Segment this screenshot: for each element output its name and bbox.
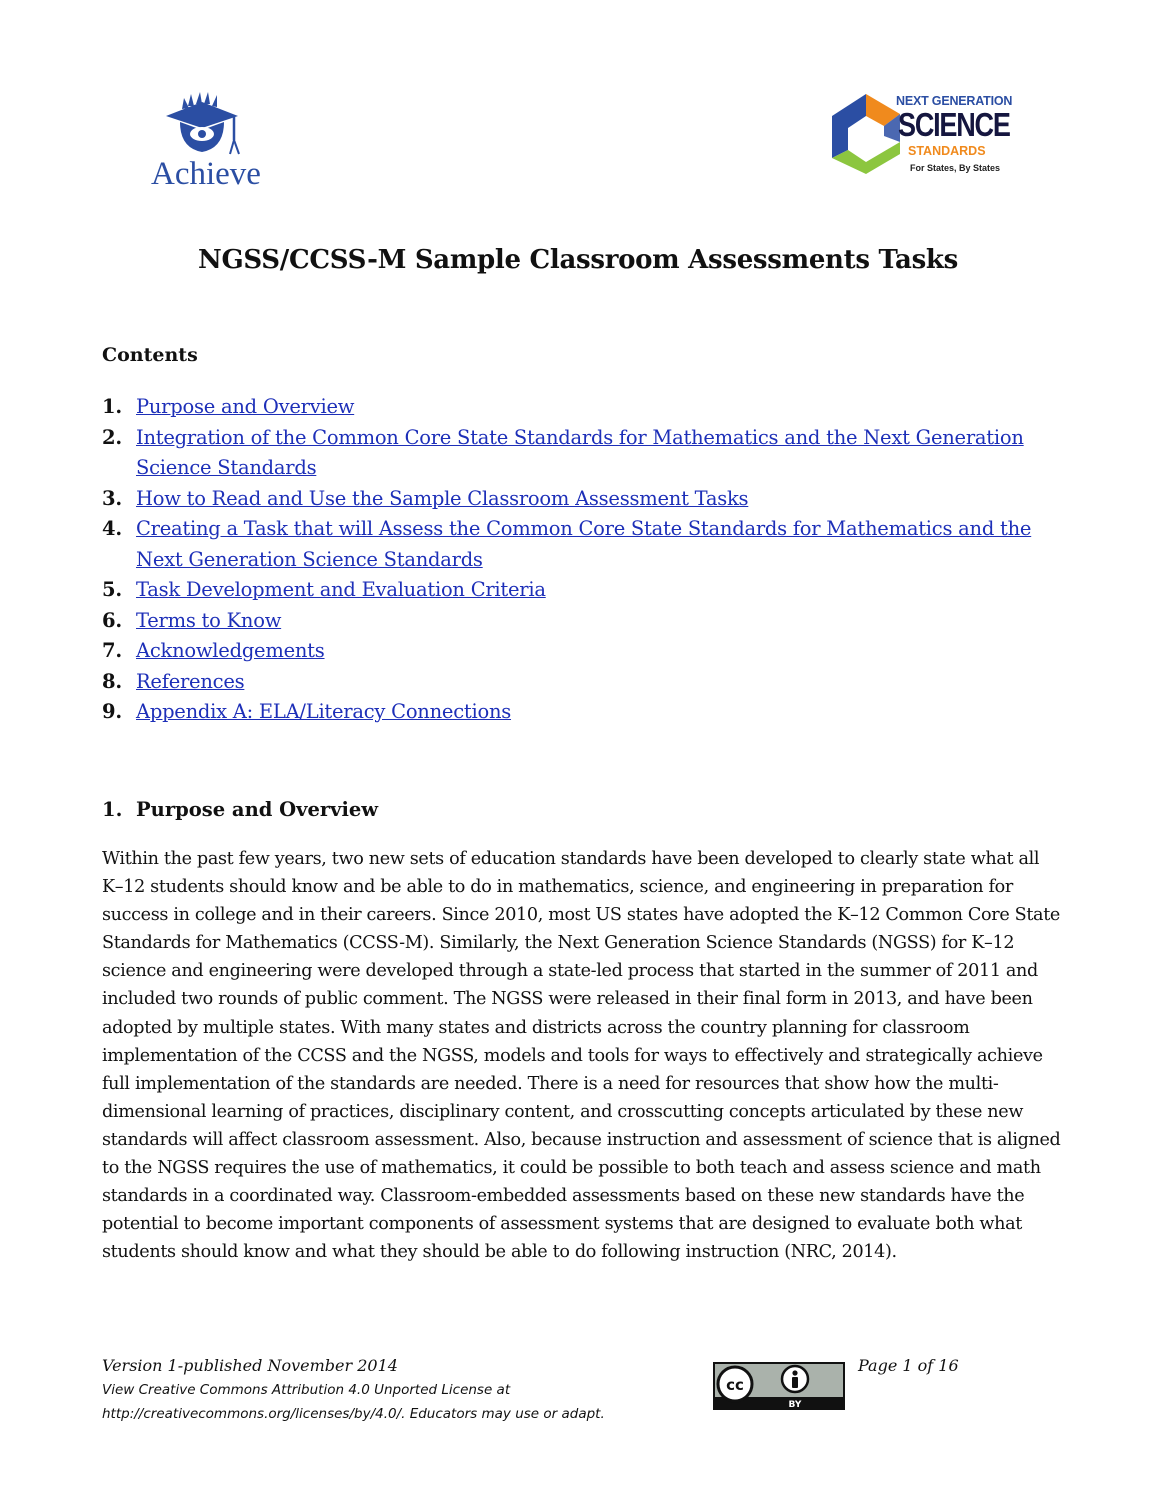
toc-item — [102, 697, 1062, 728]
section-number: 1. — [102, 798, 123, 821]
toc-link-references[interactable]: References — [136, 669, 245, 693]
ngss-triangle-mark-icon — [830, 92, 902, 174]
toc-item-number: 7. — [102, 639, 122, 662]
ngss-logo — [830, 90, 1020, 182]
toc-item — [102, 575, 1062, 606]
toc-link-appendix-a[interactable]: Appendix A: ELA/Literacy Connections — [136, 700, 512, 723]
toc-item — [102, 514, 1062, 575]
ngss-logo-line1: NEXT GENERATION — [896, 94, 1013, 108]
body-paragraph: Within the past few years, two new sets of education standards have been developed to clearly state what all K–12 students should know and be able to do in mathematics, science, and engineering in preparation for success in college and in their careers. Since 2010, most US states have adopted the K–12 Common Core State Standards for Mathematics (CCSS-M). Similarly, the Next Generation Science Standards (NGSS) for K–12 science and engineering were developed through a state-led process that started in the summer of 2011 and included two rounds of public comment. The NGSS were released in their final form in 2013, and have been adopted by multiple states. With many states and districts across the country planning for classroom implementation of the CCSS and the NGSS, models and tools for ways to effectively and strategically achieve full implementation of the standards are needed. There is a need for resources that show how the multi-dimensional learning of practices, disciplinary content, and crosscutting concepts articulated by these new standards will affect classroom assessment. Also, because instruction and assessment of science that is aligned to the NGSS requires the use of mathematics, it could be possible to both teach and assess science and math standards in a coordinated way. Classroom-embedded assessments based on these new standards have the potential to become important components of assessment systems that are designed to evaluate both what students should know and what they should be able to do following instruction (NRC, 2014). — [102, 849, 1061, 1263]
toc-link-creating-task[interactable]: Creating a Task that will Assess the Common Core State Standards for Mathematics and the Next Generation Science Standards — [136, 517, 1032, 571]
section-heading — [102, 798, 378, 821]
contents-heading: Contents — [102, 344, 198, 366]
footer-version: Version 1-published November 2014 — [102, 1356, 398, 1375]
toc-link-acknowledgements[interactable]: Acknowledgements — [136, 639, 325, 662]
toc-item-number: 5. — [102, 578, 122, 601]
toc-link-purpose-overview[interactable]: Purpose and Overview — [136, 395, 355, 418]
toc-link-integration[interactable]: Integration of the Common Core State Standards for Mathematics and the Next Generation Science Standards — [136, 425, 1024, 479]
footer-info — [102, 1354, 702, 1426]
section-title: Purpose and Overview — [136, 798, 379, 821]
achieve-logo — [140, 92, 270, 202]
graduation-cap-icon — [160, 92, 250, 162]
toc-item-number: 9. — [102, 700, 122, 723]
toc-item — [102, 636, 1062, 667]
toc-item-number: 6. — [102, 608, 122, 632]
ngss-logo-line3: STANDARDS — [908, 144, 986, 158]
toc-link-criteria[interactable]: Task Development and Evaluation Criteria — [136, 578, 546, 601]
ngss-logo-line2: SCIENCE — [898, 106, 1010, 143]
toc-item-number: 2. — [102, 425, 122, 449]
toc-item-number: 4. — [102, 517, 122, 540]
footer-license-line: View Creative Commons Attribution 4.0 Unported License at — [102, 1382, 511, 1398]
achieve-logo-text: Achieve — [151, 156, 261, 192]
svg-text:cc: cc — [726, 1376, 744, 1394]
toc-item-number: 3. — [102, 486, 122, 510]
toc-link-terms[interactable]: Terms to Know — [136, 608, 282, 632]
toc-link-how-to-read[interactable]: How to Read and Use the Sample Classroom Assessment Tasks — [136, 486, 749, 510]
toc-item — [102, 484, 1062, 515]
toc-item — [102, 392, 1062, 423]
toc-item — [102, 606, 1062, 637]
page-number: Page 1 of 16 — [858, 1356, 959, 1375]
creative-commons-badge[interactable] — [713, 1362, 845, 1410]
document-title: NGSS/CCSS-M Sample Classroom Assessments Tasks — [198, 245, 958, 275]
toc-item-number: 8. — [102, 669, 122, 693]
toc-item — [102, 667, 1062, 698]
footer-license-url[interactable]: http://creativecommons.org/licenses/by/4.0/. Educators may use or adapt. — [102, 1406, 605, 1422]
toc-item — [102, 423, 1062, 484]
toc-item-number: 1. — [102, 395, 122, 418]
ngss-logo-tagline: For States, By States — [910, 163, 1001, 173]
cc-by-label: BY — [788, 1400, 802, 1410]
table-of-contents — [102, 392, 1062, 728]
